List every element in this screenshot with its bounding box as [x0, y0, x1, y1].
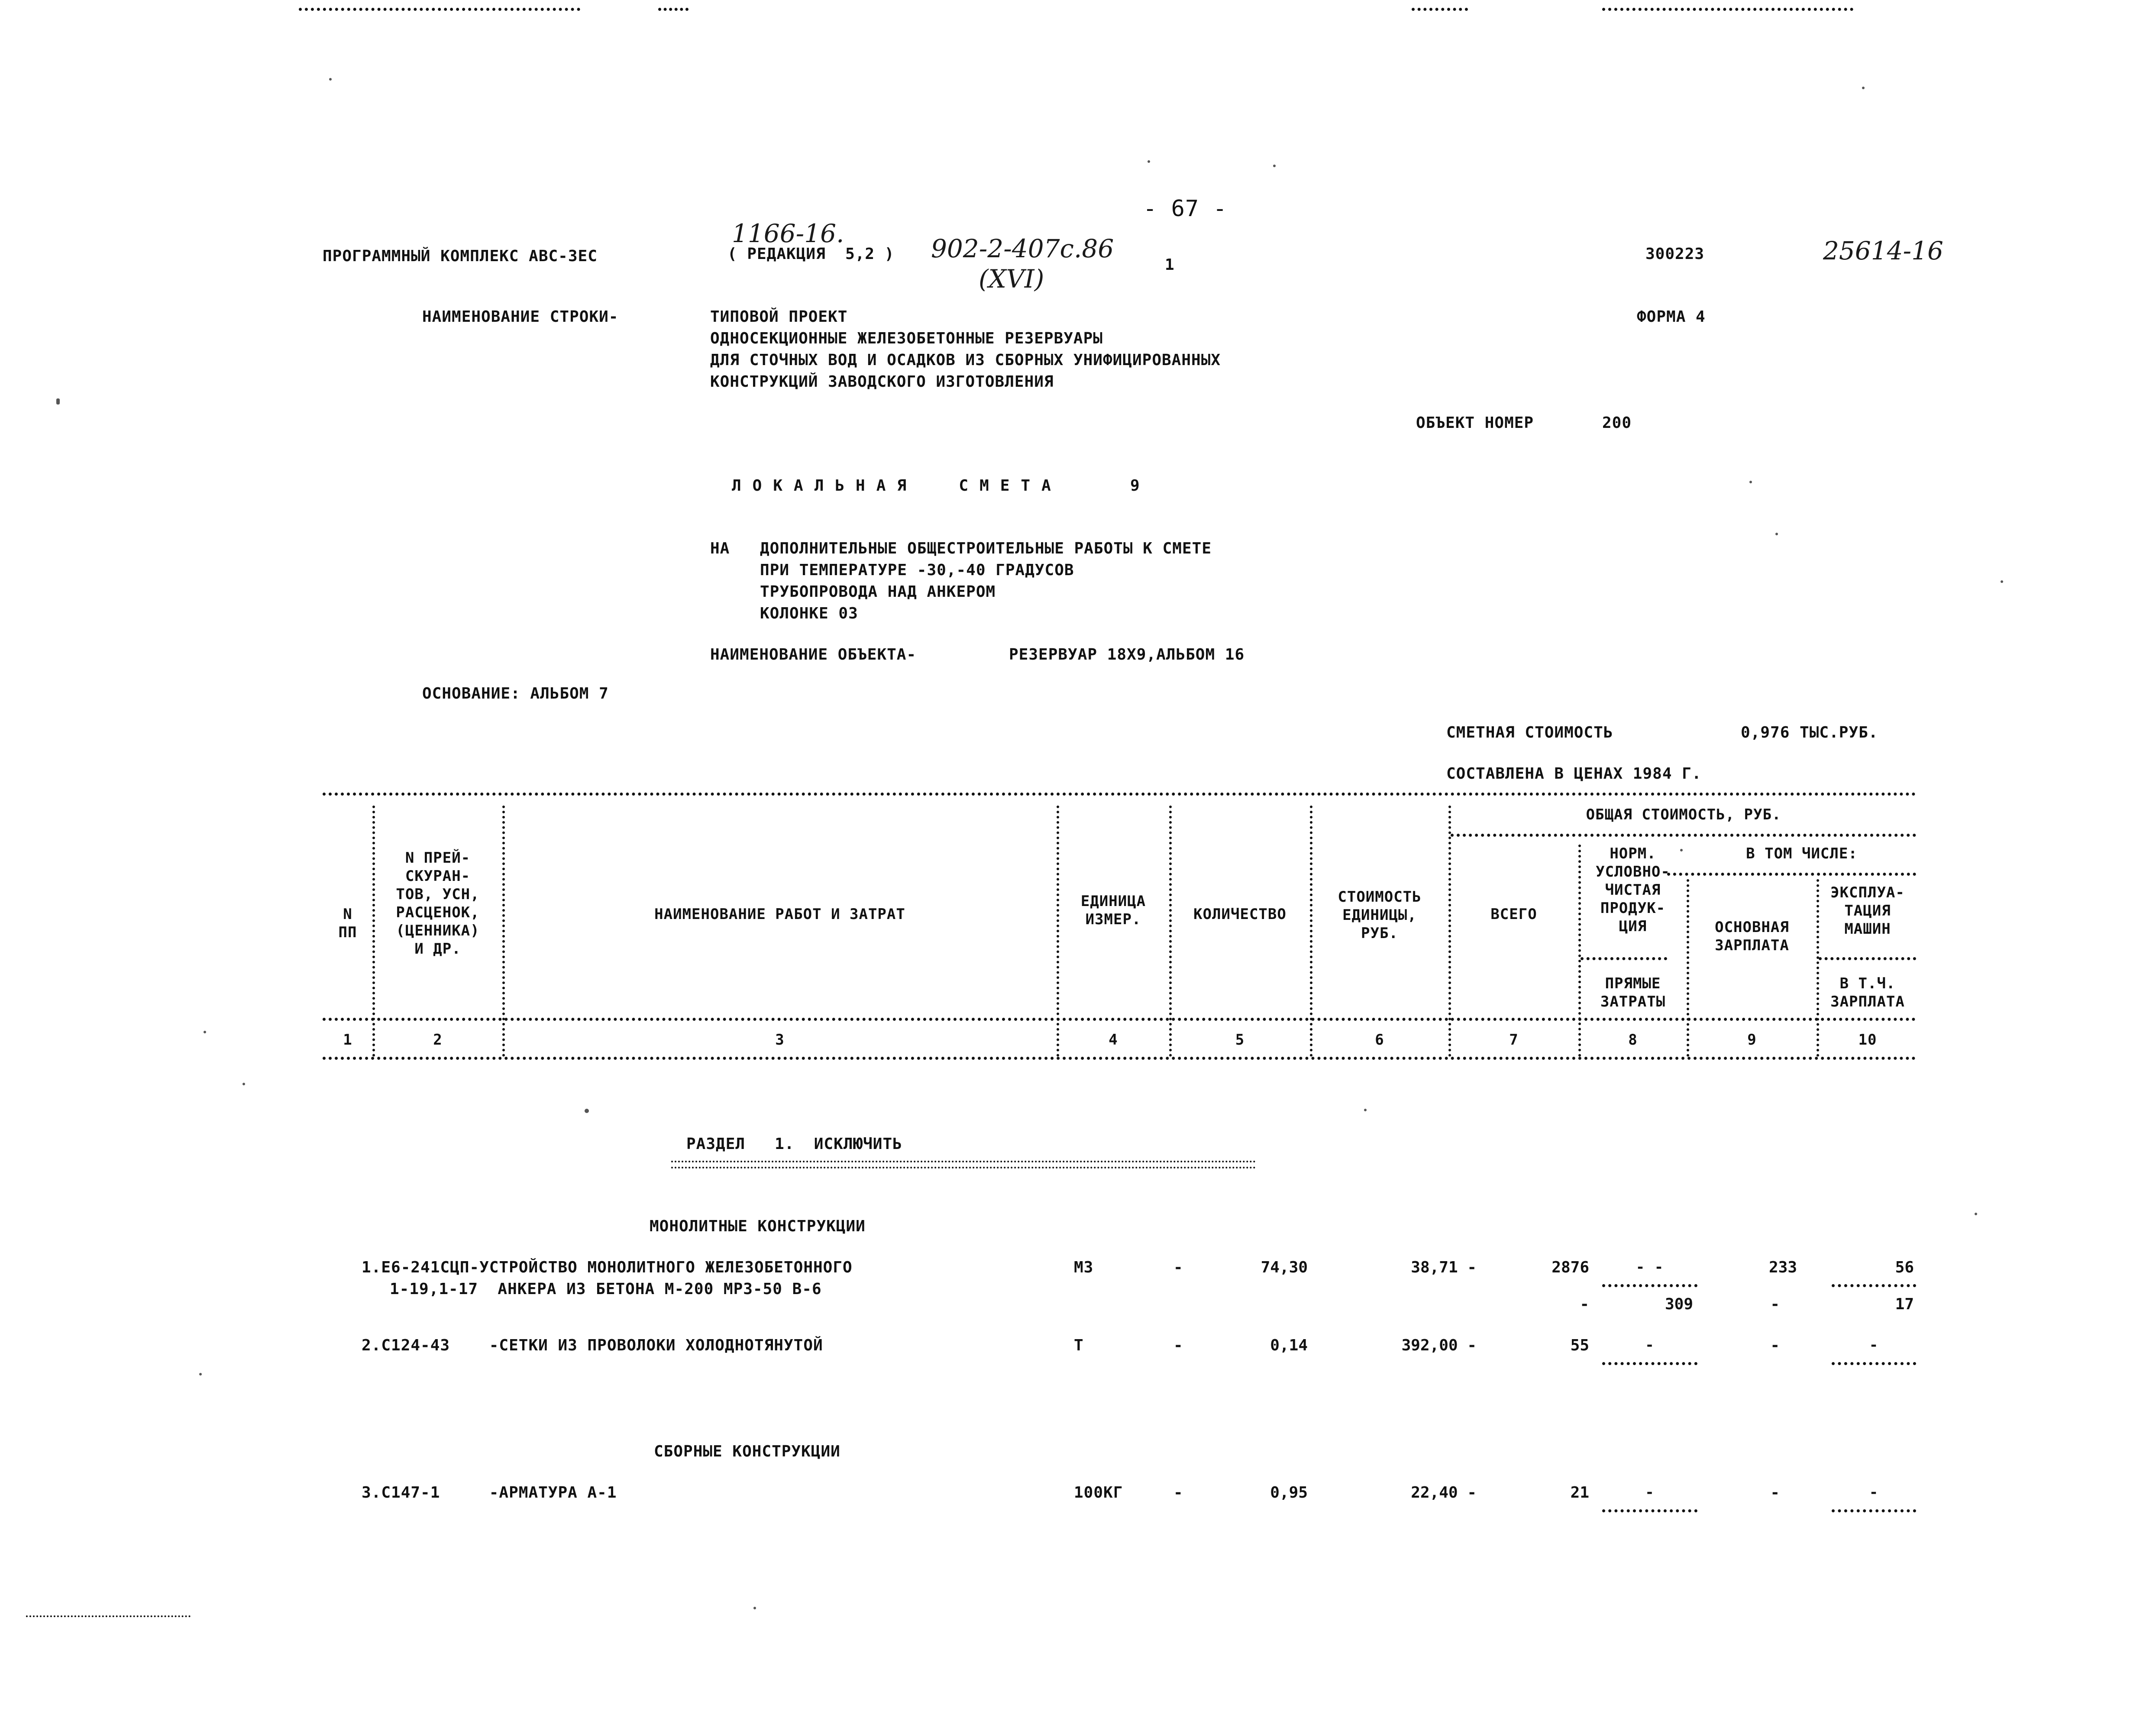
- col-number: 3: [775, 1031, 785, 1049]
- scan-speck: [199, 1373, 202, 1375]
- page-number: - 67 -: [1143, 196, 1227, 222]
- handwritten-number: 1166-16.: [732, 219, 844, 248]
- row-1-wage-sub: -: [1770, 1295, 1780, 1313]
- section-title: РАЗДЕЛ 1. ИСКЛЮЧИТЬ: [686, 1135, 902, 1153]
- edition-suffix: 1: [1165, 256, 1175, 274]
- row-2-wage: -: [1770, 1337, 1780, 1354]
- estimate-number: 9: [1130, 477, 1140, 495]
- col-header-wage: ОСНОВНАЯ ЗАРПЛАТА: [1715, 919, 1789, 954]
- edition-label: ( РЕДАКЦИЯ 5,2 ): [727, 245, 895, 263]
- scan-speck: [56, 398, 60, 405]
- on-line-3: ТРУБОПРОВОДА НАД АНКЕРОМ: [760, 583, 996, 601]
- row-2-norm: -: [1645, 1337, 1655, 1354]
- row-2-mach: -: [1869, 1337, 1879, 1354]
- on-line-1: ДОПОЛНИТЕЛЬНЫЕ ОБЩЕСТРОИТЕЛЬНЫЕ РАБОТЫ К СМЕТЕ: [760, 540, 1212, 557]
- col-header-unit: ЕДИНИЦА ИЗМЕР.: [1080, 893, 1146, 928]
- col-sep: [1057, 806, 1059, 1057]
- row-1-direct: 309: [1665, 1295, 1693, 1313]
- row-1-norm: - -: [1636, 1259, 1664, 1276]
- scan-edge-mark: [658, 8, 688, 11]
- object-number: 200: [1602, 414, 1632, 432]
- col-number: 10: [1858, 1031, 1877, 1049]
- table-numbers-rule: [323, 1057, 1916, 1060]
- row-3-line-1: 3.С147-1 -АРМАТУРА А-1: [362, 1484, 617, 1502]
- col-header-direct: ПРЯМЫЕ ЗАТРАТЫ: [1600, 975, 1666, 1010]
- scan-speck: [1862, 87, 1865, 89]
- cost-value: 0,976 ТЫС.РУБ.: [1741, 724, 1878, 741]
- scan-speck: [329, 78, 332, 81]
- scan-edge-mark: [26, 1615, 191, 1617]
- row-1-mach-rule: [1832, 1284, 1916, 1287]
- form-label: ФОРМА 4: [1637, 308, 1706, 326]
- name-line-4: КОНСТРУКЦИЙ ЗАВОДСКОГО ИЗГОТОВЛЕНИЯ: [710, 373, 1054, 391]
- col-header-price: СТОИМОСТЬ ЕДИНИЦЫ, РУБ.: [1338, 888, 1422, 942]
- row-2-mach-rule: [1832, 1362, 1916, 1365]
- scan-speck: [1680, 849, 1683, 851]
- scan-edge-mark: [1602, 8, 1853, 11]
- table-top-rule: [323, 793, 1916, 796]
- scan-speck: [1775, 533, 1778, 535]
- name-line-3: ДЛЯ СТОЧНЫХ ВОД И ОСАДКОВ ИЗ СБОРНЫХ УНИФИЦИРОВАННЫХ: [710, 351, 1221, 369]
- on-line-2: ПРИ ТЕМПЕРАТУРЕ -30,-40 ГРАДУСОВ: [760, 561, 1074, 579]
- scan-speck: [1273, 165, 1276, 167]
- row-2-qty: 0,14: [1270, 1337, 1308, 1354]
- row-3-norm-rule: [1602, 1509, 1697, 1512]
- row-1-wage: 233: [1768, 1259, 1797, 1276]
- estimate-title: ЛОКАЛЬНАЯ СМЕТА: [732, 477, 1062, 495]
- on-label: НА: [710, 540, 730, 557]
- norm-rule: [1581, 957, 1667, 960]
- row-1-total-sub: -: [1580, 1295, 1589, 1313]
- object-label: ОБЪЕКТ НОМЕР: [1416, 414, 1534, 432]
- basis: ОСНОВАНИЕ: АЛЬБОМ 7: [422, 685, 609, 702]
- col-number: 1: [343, 1031, 352, 1049]
- col-header-no: N ПП: [338, 906, 357, 941]
- col-sep: [1169, 806, 1172, 1057]
- col-header-qty: КОЛИЧЕСТВО: [1193, 906, 1286, 923]
- col-number: 6: [1375, 1031, 1384, 1049]
- name-line-2: ОДНОСЕКЦИОННЫЕ ЖЕЛЕЗОБЕТОННЫЕ РЕЗЕРВУАРЫ: [710, 330, 1103, 347]
- col-number: 7: [1509, 1031, 1519, 1049]
- row-3-wage: -: [1770, 1484, 1780, 1502]
- group-rule: [1451, 834, 1916, 837]
- row-2-total: 55: [1570, 1337, 1589, 1354]
- row-1-line-1: 1.Е6-241СЦП-УСТРОЙСТВО МОНОЛИТНОГО ЖЕЛЕЗОБЕТОННОГО: [362, 1259, 853, 1276]
- col-number: 5: [1235, 1031, 1245, 1049]
- scan-speck: [1147, 160, 1150, 163]
- subsection-prefab: СБОРНЫЕ КОНСТРУКЦИИ: [654, 1443, 840, 1460]
- row-1-mach-sub: 17: [1895, 1295, 1914, 1313]
- program-name: ПРОГРАММНЫЙ КОМПЛЕКС АВС-3ЕС: [323, 247, 598, 265]
- col-sep: [502, 806, 505, 1057]
- row-2-unit: Т: [1074, 1337, 1084, 1354]
- row-3-unit: 100КГ: [1074, 1484, 1123, 1502]
- row-2-line-1: 2.С124-43 -СЕТКИ ИЗ ПРОВОЛОКИ ХОЛОДНОТЯНУТОЙ: [362, 1337, 823, 1354]
- mach-rule: [1819, 957, 1916, 960]
- row-1-norm-rule: [1602, 1284, 1697, 1287]
- col-header-mach-wage: В Т.Ч. ЗАРПЛАТА: [1830, 975, 1905, 1010]
- subsection-monolithic: МОНОЛИТНЫЕ КОНСТРУКЦИИ: [650, 1217, 866, 1235]
- col-header-code: N ПРЕЙ- СКУРАН- ТОВ, УСН, РАСЦЕНОК, (ЦЕННИКА) И ДР.: [396, 849, 480, 958]
- scan-edge-mark: [299, 8, 580, 11]
- handwritten-project-code: 902-2-407c.86: [931, 234, 1114, 263]
- object-name-label: НАИМЕНОВАНИЕ ОБЪЕКТА-: [710, 646, 917, 663]
- col-header-mach: ЭКСПЛУА- ТАЦИЯ МАШИН: [1830, 884, 1905, 938]
- row-1-unit: М3: [1074, 1259, 1094, 1276]
- row-3-total: 21: [1570, 1484, 1589, 1502]
- name-line-1: ТИПОВОЙ ПРОЕКТ: [710, 308, 848, 326]
- scan-speck: [753, 1607, 756, 1609]
- scan-speck: [1364, 1109, 1367, 1111]
- row-1-price: 38,71 -: [1411, 1259, 1477, 1276]
- row-1-flag: -: [1173, 1259, 1183, 1276]
- row-2-price: 392,00 -: [1401, 1337, 1477, 1354]
- table-header-rule: [323, 1018, 1916, 1021]
- row-3-norm: -: [1645, 1484, 1655, 1501]
- col-number: 2: [433, 1031, 443, 1049]
- row-3-price: 22,40 -: [1411, 1484, 1477, 1502]
- row-3-mach: -: [1869, 1484, 1879, 1501]
- scan-edge-mark: [1412, 8, 1468, 11]
- row-3-flag: -: [1173, 1484, 1183, 1502]
- row-2-norm-rule: [1602, 1362, 1697, 1365]
- section-underline: [671, 1161, 1256, 1168]
- row-2-flag: -: [1173, 1337, 1183, 1354]
- col-sep: [1687, 879, 1689, 1057]
- incl-label: В ТОМ ЧИСЛЕ:: [1746, 845, 1858, 862]
- col-number: 8: [1628, 1031, 1638, 1049]
- scan-speck: [585, 1109, 589, 1113]
- row-3-qty: 0,95: [1270, 1484, 1308, 1502]
- name-label: НАИМЕНОВАНИЕ СТРОКИ-: [422, 308, 619, 326]
- doc-code: 300223: [1645, 245, 1705, 263]
- row-1-total: 2876: [1552, 1259, 1589, 1276]
- col-number: 9: [1747, 1031, 1757, 1049]
- scan-speck: [1975, 1213, 1977, 1215]
- scan-speck: [204, 1031, 206, 1033]
- group-header-total: ОБЩАЯ СТОИМОСТЬ, РУБ.: [1586, 806, 1781, 823]
- scan-speck: [2001, 580, 2003, 583]
- cost-label: СМЕТНАЯ СТОИМОСТЬ: [1446, 724, 1613, 741]
- scan-speck: [242, 1083, 245, 1085]
- row-1-line-2: 1-19,1-17 АНКЕРА ИЗ БЕТОНА М-200 МРЗ-50 В-6: [390, 1280, 822, 1298]
- row-1-qty: 74,30: [1261, 1259, 1308, 1276]
- col-sep: [1448, 806, 1451, 1057]
- handwritten-archive-number: 25614-16: [1823, 236, 1943, 265]
- incl-rule: [1667, 873, 1916, 876]
- row-3-mach-rule: [1832, 1509, 1916, 1512]
- row-1-mach: 56: [1895, 1259, 1914, 1276]
- col-header-name: НАИМЕНОВАНИЕ РАБОТ И ЗАТРАТ: [654, 906, 905, 923]
- prices-year: СОСТАВЛЕНА В ЦЕНАХ 1984 Г.: [1446, 765, 1702, 783]
- handwritten-roman-numeral: (XVI): [979, 264, 1044, 294]
- scan-speck: [1749, 481, 1752, 483]
- col-number: 4: [1109, 1031, 1118, 1049]
- on-line-4: КОЛОНКЕ 03: [760, 605, 858, 622]
- object-name: РЕЗЕРВУАР 18Х9,АЛЬБОМ 16: [1009, 646, 1245, 663]
- col-header-norm: НОРМ. УСЛОВНО- ЧИСТАЯ ПРОДУК- ЦИЯ: [1596, 845, 1670, 935]
- col-header-all: ВСЕГО: [1490, 906, 1537, 923]
